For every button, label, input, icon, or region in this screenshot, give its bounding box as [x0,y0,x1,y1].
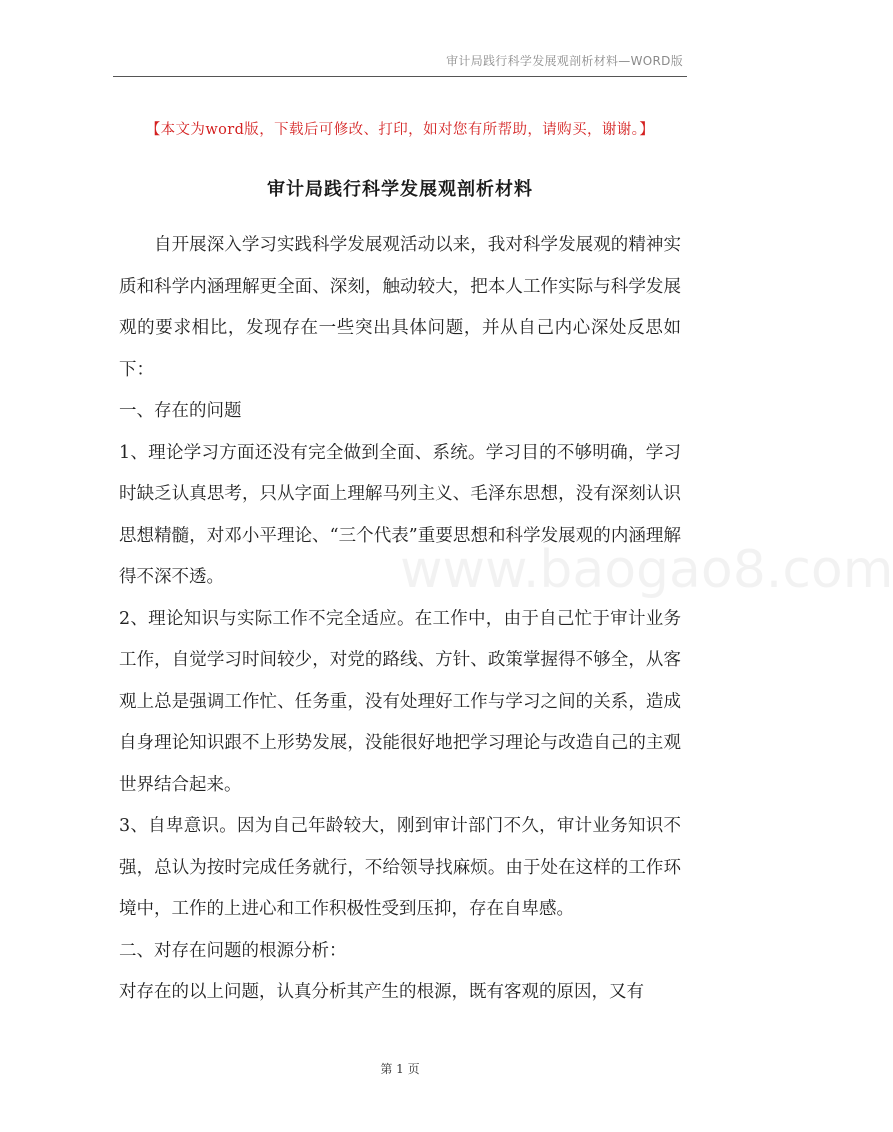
analysis-paragraph: 对存在的以上问题，认真分析其产生的根源，既有客观的原因，又有 [119,982,644,1002]
section-heading-problems: 一、存在的问题 [119,401,242,421]
problem-item-3: 3、自卑意识。因为自己年龄较大，刚到审计部门不久，审计业务知识不强，总认为按时完成任务就行，不给领导找麻烦。由于处在这样的工作环境中，工作的上进心和工作积极性受到压抑，存在自卑感。 [119,816,681,919]
problem-item-2: 2、理论知识与实际工作不完全适应。在工作中，由于自己忙于审计业务工作，自觉学习时间较少，对党的路线、方针、政策掌握得不够全，从客观上总是强调工作忙、任务重，没有处理好工作与学习之间的关系，造成自身理论知识跟不上形势发展，没能很好地把学习理论与改造自己的主观世界结合起来。 [119,608,681,795]
section-heading-analysis: 二、对存在问题的根源分析： [119,940,347,961]
intro-paragraph: 自开展深入学习实践科学发展观活动以来，我对科学发展观的精神实质和科学内涵理解更全面、深刻，触动较大，把本人工作实际与科学发展观的要求相比，发现存在一些突出具体问题，并从自己内心深处反思如下： [119,235,681,380]
watermark: www.baogao8.com [400,540,893,600]
header-divider [113,76,687,77]
problem-item-1: 1、理论学习方面还没有完全做到全面、系统。学习目的不够明确，学习时缺乏认真思考，只从字面上理解马列主义、毛泽东思想，没有深刻认识思想精髓，对邓小平理论、“三个代表”重要思想和科学发展观的内涵理解得不深不透。 [119,442,681,587]
download-notice: 【本文为word版，下载后可修改、打印，如对您有所帮助，请购买，谢谢。】 [145,122,655,138]
document-body [119,225,681,1014]
page-number: 第 1 页 [380,1062,420,1076]
document-title: 审计局践行科学发展观剖析材料 [267,179,533,200]
running-header: 审计局践行科学发展观剖析材料—WORD版 [446,54,683,68]
